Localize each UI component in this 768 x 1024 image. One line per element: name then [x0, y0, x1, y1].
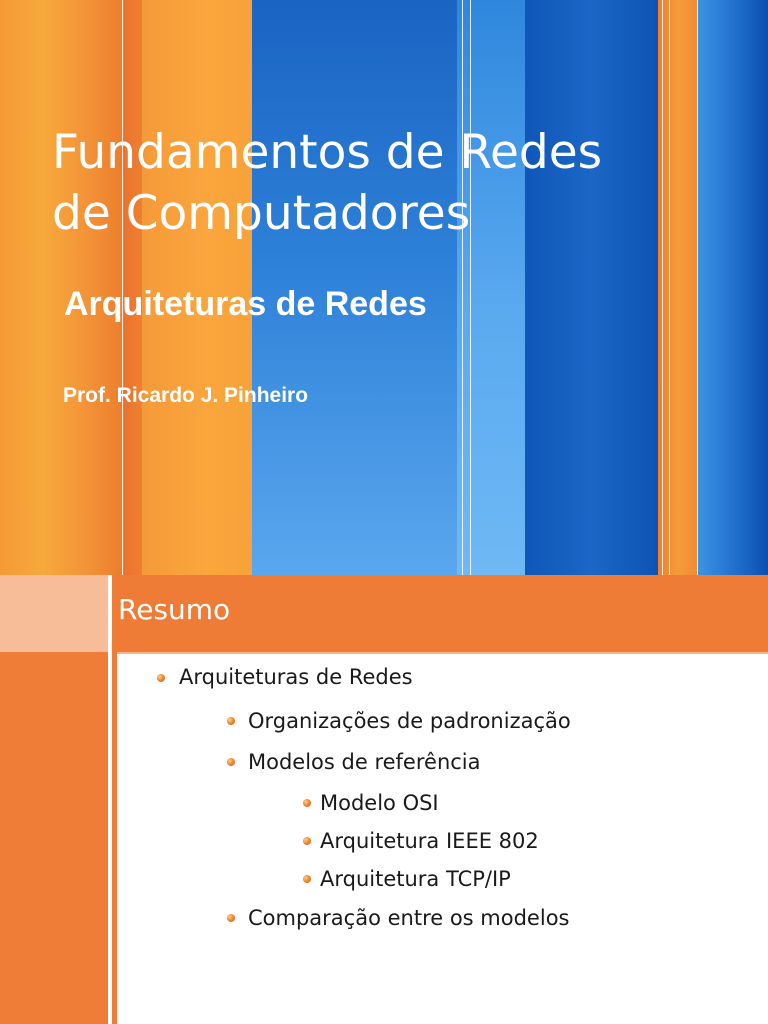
list-item: Arquitetura TCP/IP — [320, 867, 511, 891]
left-sidebar-highlight — [0, 575, 108, 652]
orange-sphere-bullet-icon — [303, 799, 311, 807]
summary-slide — [0, 575, 768, 1024]
orange-sphere-bullet-icon — [303, 837, 311, 845]
presentation-title: Fundamentos de Redes de Computadores — [52, 125, 603, 241]
orange-stripe — [658, 0, 698, 575]
orange-sphere-bullet-icon — [157, 674, 165, 682]
list-item: Modelos de referência — [248, 750, 481, 774]
blue-stripe — [525, 0, 658, 575]
orange-sphere-bullet-icon — [303, 875, 311, 883]
divider-line — [697, 0, 698, 575]
blue-stripe — [457, 0, 525, 575]
section-title: Resumo — [118, 593, 231, 626]
divider-line — [470, 0, 471, 575]
blue-stripe — [698, 0, 768, 575]
divider-line — [669, 0, 670, 575]
divider-line — [462, 0, 463, 575]
orange-sphere-bullet-icon — [227, 758, 235, 766]
list-item: Comparação entre os modelos — [248, 906, 570, 930]
list-item: Arquiteturas de Redes — [179, 665, 413, 689]
header-underline — [117, 652, 768, 654]
list-item: Modelo OSI — [320, 791, 439, 815]
orange-sphere-bullet-icon — [227, 914, 235, 922]
list-item: Organizações de padronização — [248, 709, 571, 733]
author-name: Prof. Ricardo J. Pinheiro — [63, 384, 309, 407]
orange-sphere-bullet-icon — [227, 717, 235, 725]
presentation-subtitle: Arquiteturas de Redes — [64, 285, 427, 323]
list-item: Arquitetura IEEE 802 — [320, 829, 539, 853]
divider-line — [662, 0, 663, 575]
